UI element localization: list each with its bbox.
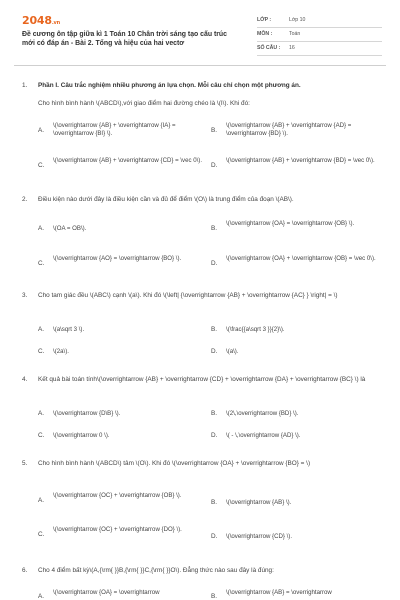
part-text: Câu trắc nghiệm nhiều phương án lựa chọn. Mỗi câu chỉ chọn một phương án. [58, 82, 301, 89]
option-text: \(\overrightarrow {CD} \). [226, 533, 293, 540]
option-letter: C. [38, 432, 45, 439]
logo-suffix: .vn [51, 20, 60, 26]
option-text: \(\overrightarrow {AB} + \overrightarrow {IA} = \overrightarrow {BI} \). [53, 122, 176, 138]
document-meta [257, 14, 382, 56]
meta-value: 16 [289, 45, 295, 51]
option-text: \(2a\). [53, 348, 69, 355]
option-text: \(\overrightarrow {AB} \). [226, 499, 292, 506]
option-letter: C. [38, 260, 45, 267]
meta-key: LỚP : [257, 17, 272, 23]
option-letter: B. [211, 225, 218, 232]
question-number: 5. [22, 460, 28, 467]
question-stem: Cho hình bình hành \(ABCD\),với giao điểm hai đường chéo là \(I\). Khi đó: [38, 100, 250, 107]
option-letter: D. [211, 432, 218, 439]
option-text: \(\overrightarrow {OC} + \overrightarrow {OB} \). [53, 492, 182, 499]
option-letter: B. [211, 410, 218, 417]
option-letter: C. [38, 162, 45, 169]
question-number: 4. [22, 376, 28, 383]
option-letter: D. [211, 533, 218, 540]
question-number: 2. [22, 196, 28, 203]
option-text: \(a\sqrt 3 \). [53, 326, 85, 333]
option-text: \(\overrightarrow {OA} = \overrightarrow [53, 589, 160, 596]
option-letter: A. [38, 593, 45, 600]
option-letter: A. [38, 225, 45, 232]
question-stem: Điều kiện nào dưới đây là điều kiện cần và đủ để điểm \(O\) là trung điểm của đoạn \(AB\). [38, 196, 294, 203]
option-text: \(\overrightarrow {OA} = \overrightarrow {OB} \). [226, 220, 355, 227]
option-text: \(\overrightarrow {OA} + \overrightarrow {OB} = \vec 0\). [226, 255, 376, 262]
option-text: \(OA = OB\). [53, 225, 87, 232]
document-header [22, 14, 382, 58]
question-stem: Cho hình bình hành \(ABCD\) tâm \(O\). Khi đó \(\overrightarrow {OA} + \overrightarrow {BO} = \) [38, 460, 311, 467]
meta-value: Lớp 10 [289, 17, 306, 23]
part-label: Phần I. [38, 82, 59, 89]
question-stem: Kết quả bài toán tính\(\overrightarrow {AB} + \overrightarrow {CD} + \overrightarrow {DA} + \overrightarrow {BC} \) là [38, 376, 366, 383]
option-letter: C. [38, 531, 45, 538]
option-letter: B. [211, 593, 218, 600]
option-text: \(\overrightarrow {AO} = \overrightarrow {BO} \). [53, 255, 182, 262]
option-letter: B. [211, 326, 218, 333]
question-number: 6. [22, 567, 28, 574]
option-letter: A. [38, 127, 45, 134]
option-letter: A. [38, 497, 45, 504]
option-letter: D. [211, 348, 218, 355]
meta-row-subject [257, 28, 382, 42]
option-letter: D. [211, 260, 218, 267]
option-letter: B. [211, 127, 218, 134]
option-text: \(\overrightarrow 0 \). [53, 432, 110, 439]
option-text: \(\overrightarrow {AB} + \overrightarrow {BD} = \vec 0\). [226, 157, 375, 164]
header-divider [14, 65, 386, 66]
option-text: \(\overrightarrow {AB} + \overrightarrow {CD} = \vec 0\). [53, 157, 203, 164]
option-text: \(\overrightarrow {D\B} \). [53, 410, 121, 417]
meta-row-class [257, 14, 382, 28]
section-heading [38, 82, 378, 91]
option-text: \(\overrightarrow {OC} + \overrightarrow {DO} \). [53, 526, 182, 533]
option-text: \(\overrightarrow {AB} = \overrightarrow [226, 589, 332, 596]
meta-key: MÔN : [257, 31, 273, 37]
meta-value: Toán [289, 31, 301, 37]
meta-row-count [257, 42, 382, 56]
option-text: \(\frac{{a\sqrt 3 }}{2}\). [226, 326, 285, 333]
question-number: 1. [22, 82, 28, 89]
option-letter: B. [211, 499, 218, 506]
question-number: 3. [22, 292, 28, 299]
document-title: Đề cương ôn tập giữa kì 1 Toán 10 Chân trời sáng tạo cấu trúc mới có đáp án - Bài 2. Tổng và hiệu của hai vectơ [22, 31, 227, 48]
question-stem: Cho tam giác đều \(ABC\) cạnh \(a\). Khi đó \(\left| {\overrightarrow {AB} + \overrightarrow {AC} } \right| = \) [38, 292, 338, 299]
option-letter: D. [211, 162, 218, 169]
logo-text: 2048 [22, 14, 52, 27]
option-letter: A. [38, 410, 45, 417]
option-letter: C. [38, 348, 45, 355]
option-text: \(\overrightarrow {AB} + \overrightarrow {AD} = \overrightarrow {BD} \). [226, 122, 352, 138]
meta-key: SỐ CÂU : [257, 45, 281, 51]
option-text: \(a\). [226, 348, 239, 355]
question-stem: Cho 4 điểm bất kỳ\(A,{\rm{ }}B,{\rm{ }}C,{\rm{ }}O\). Đẳng thức nào sau đây là đúng: [38, 567, 274, 574]
option-text: \( - \,\overrightarrow {AD} \). [226, 432, 301, 439]
option-letter: A. [38, 326, 45, 333]
option-text: \(2\,\overrightarrow {BD} \). [226, 410, 299, 417]
